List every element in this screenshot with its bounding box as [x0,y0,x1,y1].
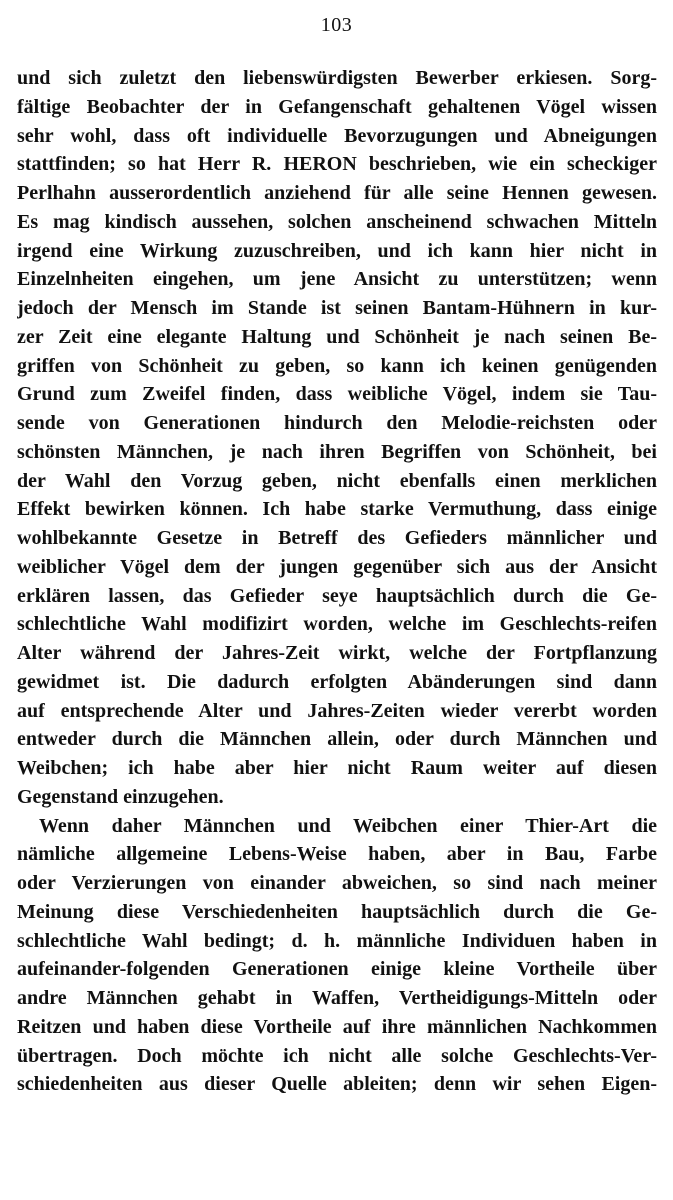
text-line: Einzelnheiten eingehen, um jene Ansicht zu unterstützen; wenn [17,268,657,291]
text-line: und sich zuletzt den liebenswürdigsten Bewerber erkiesen. Sorg- [17,67,657,89]
text-line: schönsten Männchen, je nach ihren Begriffen von Schönheit, bei [17,440,657,463]
text-line: zer Zeit eine elegante Haltung und Schönheit je nach seinen Be- [17,325,657,348]
text-line: Reitzen und haben diese Vortheile auf ihre männlichen Nachkommen [17,1015,657,1038]
text-line: stattfinden; so hat Herr R. HERON beschrieben, wie ein scheckiger [17,153,657,176]
text-line: schiedenheiten aus dieser Quelle ableiten; denn wir sehen Eigen- [17,1073,657,1096]
text-line: nämliche allgemeine Lebens-Weise haben, aber in Bau, Farbe [17,843,657,866]
text-line: aufeinander-folgenden Generationen einige kleine Vortheile über [17,958,657,981]
paragraph-2 [17,812,657,1100]
text-line: gewidmet ist. Die dadurch erfolgten Abänderungen sind dann [17,670,657,693]
text-line: schlechtliche Wahl bedingt; d. h. männliche Individuen haben in [17,929,657,952]
text-line: irgend eine Wirkung zuzuschreiben, und ich kann hier nicht in [17,239,657,262]
text-line: jedoch der Mensch im Stande ist seinen Bantam-Hühnern in kur- [17,297,657,319]
text-line: entweder durch die Männchen allein, oder durch Männchen und [17,728,657,751]
text-line: Wenn daher Männchen und Weibchen einer Thier-Art die [39,814,657,837]
text-line: Gegenstand einzugehen. [17,785,224,808]
text-line: auf entsprechende Alter und Jahres-Zeiten wieder vererbt worden [17,699,657,722]
body-text [17,64,657,1099]
text-line: sehr wohl, dass oft individuelle Bevorzugungen und Abneigungen [17,124,657,147]
text-line: Meinung diese Verschiedenheiten hauptsächlich durch die Ge- [17,900,657,923]
text-line: schlechtliche Wahl modifizirt worden, welche im Geschlechts-reifen [17,613,657,636]
text-line: Weibchen; ich habe aber hier nicht Raum weiter auf diesen [17,757,657,779]
text-line: Perlhahn ausserordentlich anziehend für alle seine Hennen gewesen. [17,182,657,204]
text-line: wohlbekannte Gesetze in Betreff des Gefieders männlicher und [17,527,657,549]
text-line: der Wahl den Vorzug geben, nicht ebenfalls einen merklichen [17,469,657,492]
page-number: 103 [320,14,353,36]
text-line: Effekt bewirken können. Ich habe starke Vermuthung, dass einige [17,498,657,521]
text-line: fältige Beobachter der in Gefangenschaft gehaltenen Vögel wissen [17,95,657,118]
text-line: Es mag kindisch aussehen, solchen anscheinend schwachen Mitteln [17,210,657,233]
text-line: griffen von Schönheit zu geben, so kann ich keinen genügenden [17,354,657,377]
text-line: andre Männchen gehabt in Waffen, Vertheidigungs-Mitteln oder [17,987,657,1009]
text-line: erklären lassen, das Gefieder seye hauptsächlich durch die Ge- [17,584,657,607]
text-line: weiblicher Vögel dem der jungen gegenüber sich aus der Ansicht [17,555,657,578]
text-line: oder Verzierungen von einander abweichen, so sind nach meiner [17,872,657,894]
paragraph-1 [17,64,657,812]
text-line: Alter während der Jahres-Zeit wirkt, welche der Fortpflanzung [17,642,657,664]
text-line: übertragen. Doch möchte ich nicht alle solche Geschlechts-Ver- [17,1044,657,1067]
text-line: sende von Generationen hindurch den Melodie-reichsten oder [17,412,657,434]
text-line: Grund zum Zweifel finden, dass weibliche Vögel, indem sie Tau- [17,383,657,406]
